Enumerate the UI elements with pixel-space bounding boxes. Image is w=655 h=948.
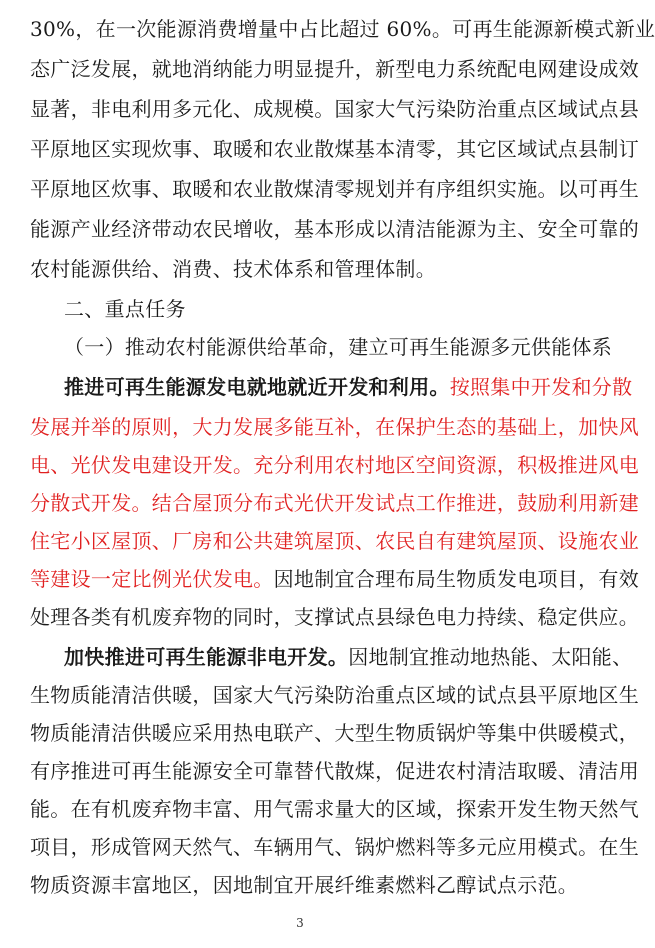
section-heading: 二、重点任务 bbox=[64, 297, 186, 321]
red-highlight-line: 住宅小区屋顶、厂房和公共建筑屋顶、农民自有建筑屋顶、设施农业 bbox=[30, 529, 639, 553]
paragraph-line: 显著，非电利用多元化、成规模。国家大气污染防治重点区域试点县 bbox=[30, 97, 639, 121]
bold-lead-sentence: 加快推进可再生能源非电开发。 bbox=[64, 645, 349, 669]
paragraph-line: 态广泛发展，就地消纳能力明显提升，新型电力系统配电网建设成效 bbox=[30, 57, 639, 81]
paragraph-line: 物质能清洁供暖应采用热电联产、大型生物质锅炉等集中供暖模式， bbox=[30, 721, 639, 745]
subsection-heading: （一）推动农村能源供给革命，建立可再生能源多元供能体系 bbox=[64, 335, 613, 359]
bold-lead-sentence: 推进可再生能源发电就地就近开发和利用。 bbox=[64, 375, 450, 399]
red-highlight-text: 按照集中开发和分散 bbox=[449, 375, 633, 399]
paragraph-line bbox=[64, 368, 633, 406]
red-highlight-line: 电、光伏发电建设开发。充分利用农村地区空间资源，积极推进风电 bbox=[30, 453, 639, 477]
normal-text: 因地制宜推动地热能、太阳能、 bbox=[348, 645, 633, 669]
paragraph-line bbox=[64, 638, 633, 676]
paragraph-line bbox=[30, 560, 640, 598]
normal-text: 因地制宜合理布局生物质发电项目，有效 bbox=[273, 567, 640, 591]
paragraph-line: 有序推进可再生能源安全可靠替代散煤，促进农村清洁取暖、清洁用 bbox=[30, 759, 639, 783]
paragraph-line: 能源产业经济带动农民增收，基本形成以清洁能源为主、安全可靠的 bbox=[30, 217, 639, 241]
paragraph-line: 生物质能清洁供暖，国家大气污染防治重点区域的试点县平原地区生 bbox=[30, 683, 639, 707]
red-highlight-line: 分散式开发。结合屋顶分布式光伏开发试点工作推进，鼓励利用新建 bbox=[30, 491, 639, 515]
red-highlight-line: 发展并举的原则，大力发展多能互补，在保护生态的基础上，加快风 bbox=[30, 415, 639, 439]
paragraph-line: 农村能源供给、消费、技术体系和管理体制。 bbox=[30, 257, 436, 281]
paragraph-line: 处理各类有机废弃物的同时，支撑试点县绿色电力持续、稳定供应。 bbox=[30, 605, 639, 629]
paragraph-line: 30%，在一次能源消费增量中占比超过 60%。可再生能源新模式新业 bbox=[30, 17, 655, 41]
paragraph-line: 物质资源丰富地区，因地制宜开展纤维素燃料乙醇试点示范。 bbox=[30, 873, 579, 897]
paragraph-line: 平原地区炊事、取暖和农业散煤清零规划并有序组织实施。以可再生 bbox=[30, 177, 639, 201]
paragraph-line: 能。在有机废弃物丰富、用气需求量大的区域，探索开发生物天然气 bbox=[30, 797, 639, 821]
page-number: 3 bbox=[296, 916, 304, 930]
paragraph-line: 项目，形成管网天然气、车辆用气、锅炉燃料等多元应用模式。在生 bbox=[30, 835, 639, 859]
red-highlight-text: 等建设一定比例光伏发电。 bbox=[30, 567, 274, 591]
paragraph-line: 平原地区实现炊事、取暖和农业散煤基本清零，其它区域试点县制订 bbox=[30, 137, 639, 161]
